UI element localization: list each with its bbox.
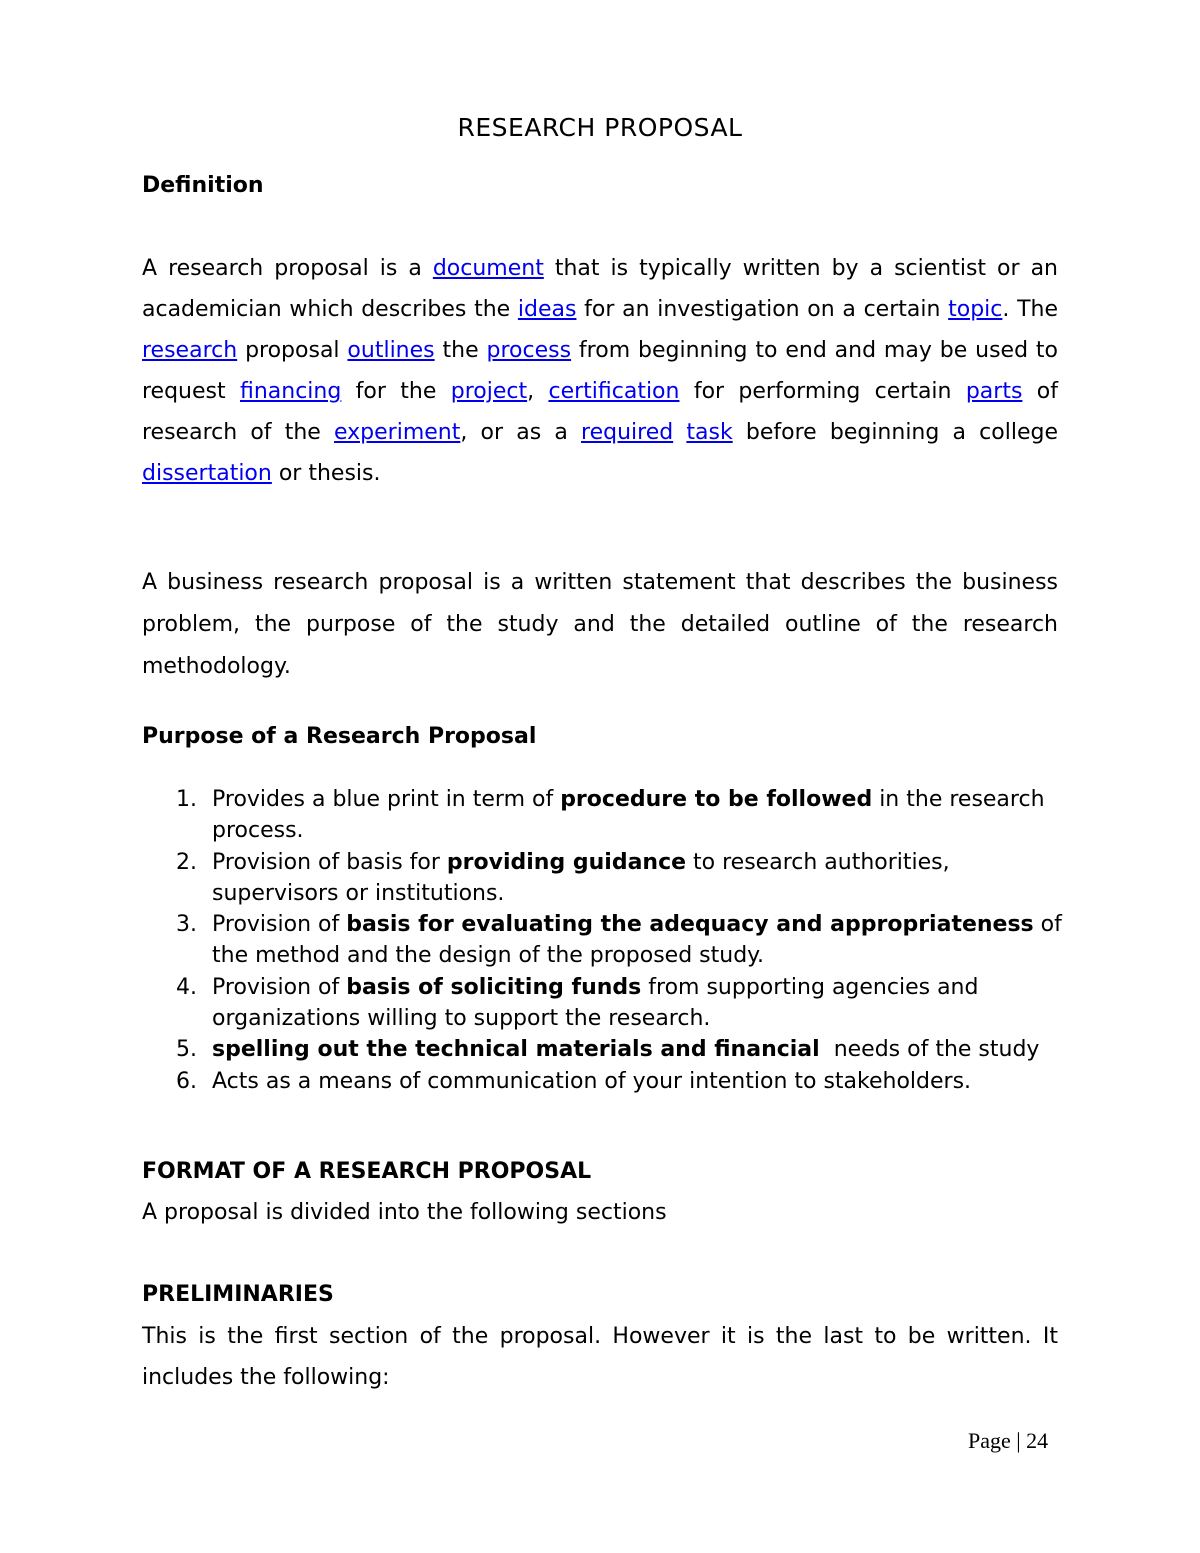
link-experiment[interactable]: experiment [334, 420, 461, 445]
list-number: 4. [176, 974, 197, 1000]
list-number: 3. [176, 912, 197, 938]
list-number: 2. [176, 849, 197, 875]
bold-run: procedure to be followed [560, 787, 873, 812]
preliminaries-paragraph: This is the first section of the proposal. However it is the last to be written. It includes the following: [142, 1324, 1058, 1390]
link-topic[interactable]: topic [948, 297, 1003, 322]
text-run: that is typically written by a scientist or an academician which describes the [142, 256, 1059, 322]
link-required[interactable]: required [581, 420, 674, 445]
text-run: . The [1002, 297, 1058, 322]
link-research[interactable]: research [142, 338, 238, 363]
text-run: , or as a [460, 420, 582, 445]
text-run: for an investigation on a certain [576, 297, 949, 322]
bold-run: basis of soliciting funds [346, 974, 642, 1000]
list-item [142, 909, 1072, 972]
purpose-list [142, 784, 1072, 1097]
format-text: A proposal is divided into the following sections [142, 1200, 667, 1225]
text-run: to research authorities, supervisors or institutions. [212, 849, 950, 906]
page-number-footer: Page | 24 [968, 1428, 1049, 1453]
list-number: 1. [176, 787, 197, 812]
text-run: the [434, 338, 487, 363]
text-run: Provision of [212, 912, 347, 938]
link-process[interactable]: process [486, 338, 572, 363]
link-outlines[interactable]: outlines [347, 338, 435, 363]
text-run: of the method and the design of the proposed study. [212, 912, 1062, 969]
text-run: A research proposal is a [142, 256, 433, 281]
text-run: Provides a blue print in term of [212, 787, 561, 812]
definition-paragraph [142, 248, 1058, 494]
list-item [142, 847, 1072, 910]
link-financing[interactable]: financing [239, 379, 342, 404]
link-document[interactable]: document [432, 256, 544, 281]
bold-run: providing guidance [446, 849, 687, 875]
list-item [142, 1066, 1072, 1097]
text-run: or thesis. [271, 461, 381, 486]
text-run: from beginning to end and may be used to request [142, 338, 1059, 404]
list-item [142, 1034, 1072, 1065]
text-run: Provision of [212, 974, 347, 1000]
link-certification[interactable]: certification [548, 379, 680, 404]
text-run: for performing certain [679, 379, 966, 404]
text-run: in the research process. [212, 787, 1045, 844]
text-run: Provision of basis for [212, 849, 447, 875]
bold-run: basis for evaluating the adequacy and appropriateness [346, 912, 1034, 938]
list-item [142, 972, 1072, 1035]
text-run: of research of the [142, 379, 1058, 445]
text-run: needs of the study [819, 1037, 1040, 1063]
text-run: , [527, 379, 549, 404]
text-run: from supporting agencies and organizations willing to support the research. [212, 974, 979, 1032]
link-task[interactable]: task [686, 420, 733, 445]
list-item [142, 784, 1072, 847]
bold-run: spelling out the technical materials and financial [212, 1037, 820, 1063]
text-run [673, 420, 686, 445]
list-number: 6. [176, 1068, 197, 1094]
link-parts[interactable]: parts [965, 379, 1023, 404]
list-number: 5. [176, 1037, 197, 1063]
business-proposal-paragraph: A business research proposal is a written statement that describes the business problem, the purpose of the study and the detailed outline of the research methodology. [142, 570, 1058, 679]
text-run: Acts as a means of communication of your intention to stakeholders. [212, 1068, 972, 1094]
format-heading: FORMAT OF A RESEARCH PROPOSAL [142, 1159, 592, 1184]
definition-heading: Definition [142, 173, 264, 198]
preliminaries-heading: PRELIMINARIES [142, 1282, 334, 1307]
link-project[interactable]: project [450, 379, 528, 404]
page-title: RESEARCH PROPOSAL [457, 113, 743, 142]
link-dissertation[interactable]: dissertation [142, 461, 272, 486]
text-run: proposal [237, 338, 348, 363]
purpose-heading: Purpose of a Research Proposal [142, 724, 537, 749]
text-run: for the [341, 379, 451, 404]
link-ideas[interactable]: ideas [517, 297, 577, 322]
text-run: before beginning a college [732, 420, 1058, 445]
